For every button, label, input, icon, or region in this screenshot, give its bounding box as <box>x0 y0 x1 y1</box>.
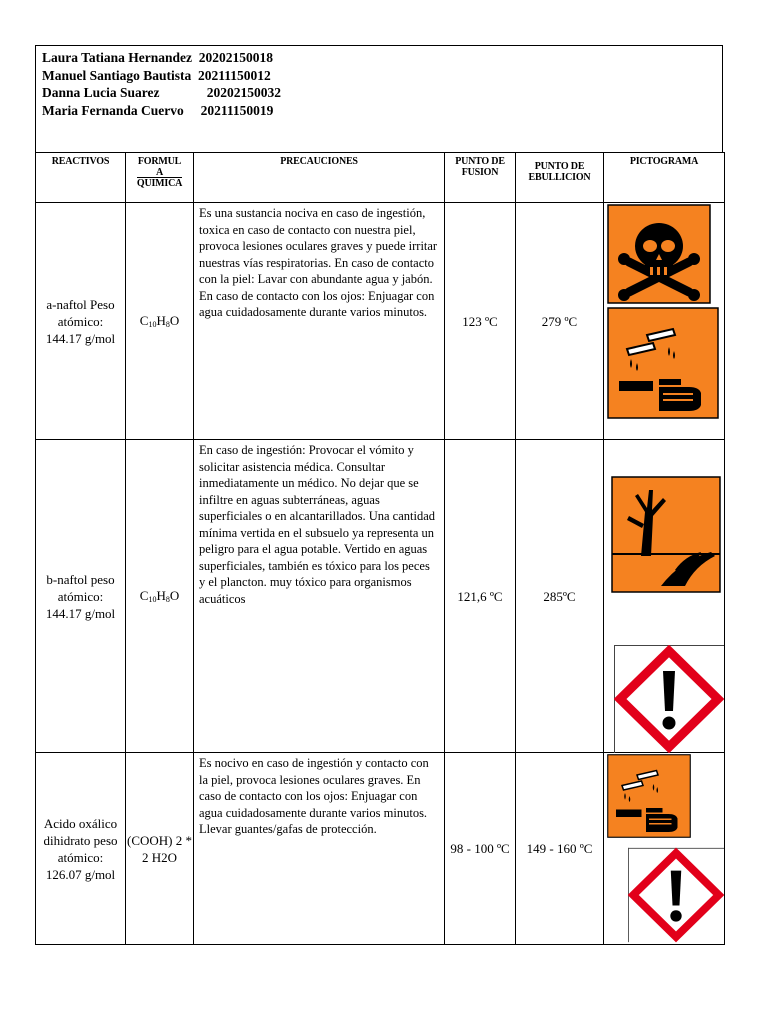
reagents-table <box>35 152 725 945</box>
reactivo-cell: a-naftol Peso atómico: 144.17 g/mol <box>36 203 126 440</box>
header-reactivos: REACTIVOS <box>36 153 126 203</box>
environment-pictogram <box>611 476 721 593</box>
reactivo-cell: b-naftol peso atómico: 144.17 g/mol <box>36 440 126 753</box>
formula-cell: $C_{10}H_8O$ <box>126 203 194 440</box>
corrosive-pictogram <box>607 307 719 419</box>
authors-block <box>35 45 723 153</box>
toxic-skull-pictogram <box>607 204 711 304</box>
reactivo-cell: Acido oxálico dihidrato peso atómico: 126.07 g/mol <box>36 753 126 945</box>
precauciones-cell: Es una sustancia nociva en caso de ingestión, toxica en caso de contacto con nuestra piel, provoca lesiones oculares graves y puede irritar nuestras vías respiratorias. En caso de contacto con la piel: Lavar con abundante agua y jabón. En caso de contacto con los ojos: Enjuagar con agua cuidadosamente durante varios minutos. <box>194 203 445 440</box>
corrosive-pictogram <box>607 754 691 838</box>
table-row <box>36 753 725 945</box>
formula-cell: (COOH) 2 * 2 H2O <box>126 753 194 945</box>
table-row <box>36 203 725 440</box>
ebullicion-cell: 285ºC <box>516 440 604 753</box>
precauciones-cell: En caso de ingestión: Provocar el vómito y solicitar asistencia médica. Consultar inmediatamente un médico. No dejar que se infiltre en aguas subterráneas, aguas superficiales o en alcantarillados. Una cantidad mínima vertida en el subsuelo ya representa un peligro para el agua potable. Vertido en aguas superficiales, también es tóxico para los peces y el plancton. muy tóxico para organismos acuáticos <box>194 440 445 753</box>
header-precauciones: PRECAUCIONES <box>194 153 445 203</box>
header-ebullicion: PUNTO DE EBULLICION <box>516 153 604 203</box>
fusion-cell: 123 ºC <box>445 203 516 440</box>
author-line: Danna Lucia Suarez 20202150032 <box>42 85 282 100</box>
ebullicion-cell: 149 - 160 ºC <box>516 753 604 945</box>
header-row <box>36 153 725 203</box>
exclamation-pictogram <box>614 645 724 753</box>
author-line: Laura Tatiana Hernandez 20202150018 <box>42 50 274 65</box>
header-formula: FORMUL A QUIMICA <box>126 153 194 203</box>
table-row <box>36 440 725 753</box>
fusion-cell: 121,6 ºC <box>445 440 516 753</box>
ebullicion-cell: 279 ºC <box>516 203 604 440</box>
fusion-cell: 98 - 100 ºC <box>445 753 516 945</box>
header-pictograma: PICTOGRAMA <box>604 153 725 203</box>
header-fusion: PUNTO DE FUSION <box>445 153 516 203</box>
document <box>35 45 723 945</box>
pictograma-cell <box>604 440 725 753</box>
author-line: Maria Fernanda Cuervo 20211150019 <box>42 102 274 118</box>
pictograma-cell <box>604 753 725 945</box>
formula-cell: $C_{10}H_8O$ <box>126 440 194 753</box>
author-line: Manuel Santiago Bautista 20211150012 <box>42 67 271 83</box>
precauciones-cell: Es nocivo en caso de ingestión y contacto con la piel, provoca lesiones oculares graves. En caso de contacto con los ojos: Enjuagar con agua cuidadosamente durante varios minutos. Llevar guantes/gafas de protección. <box>194 753 445 945</box>
exclamation-pictogram <box>628 847 724 943</box>
pictograma-cell <box>604 203 725 440</box>
